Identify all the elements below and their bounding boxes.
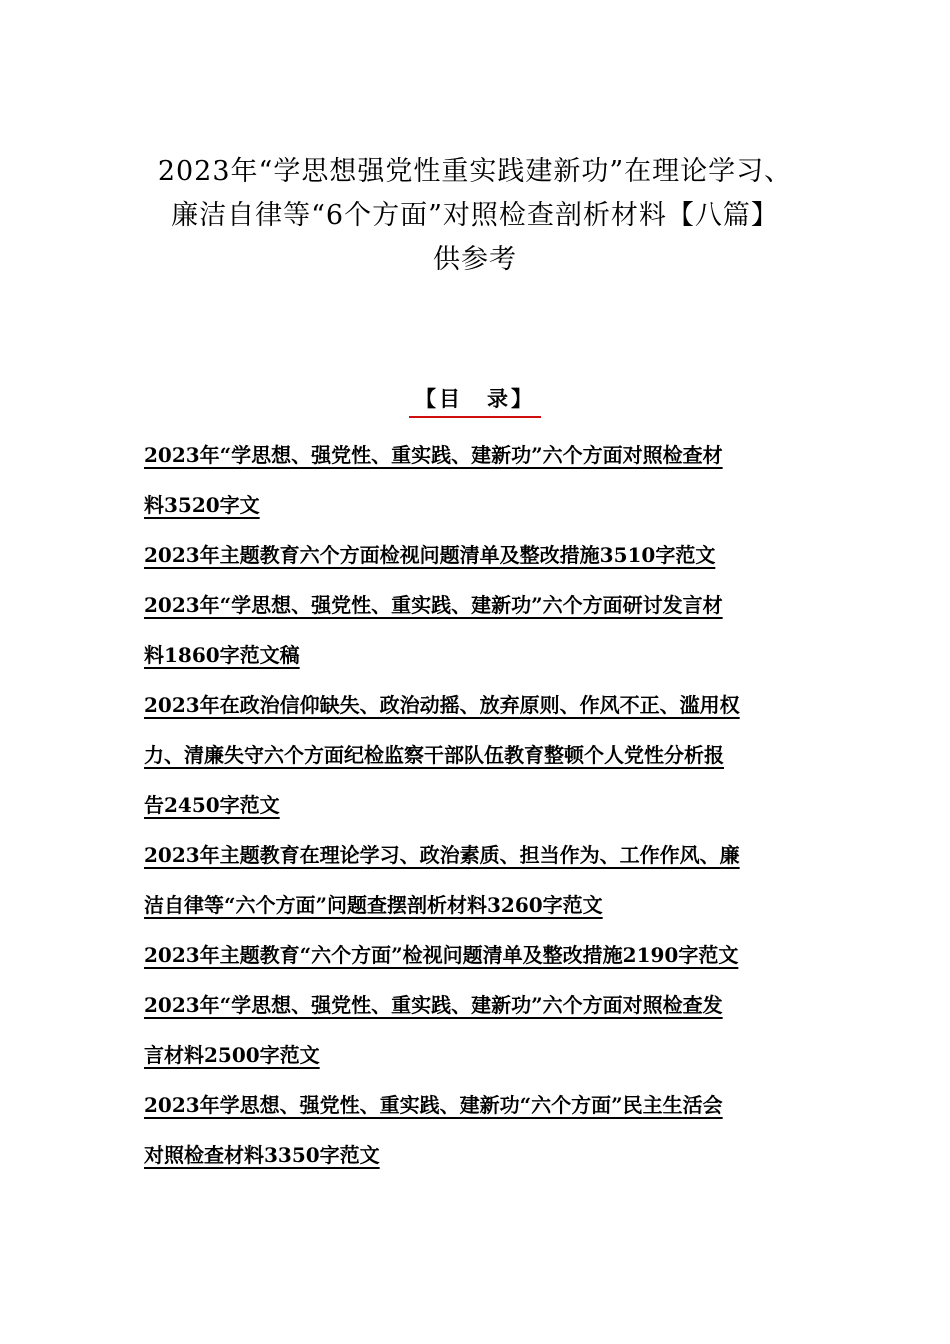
toc-item-line [144,1130,824,1180]
toc-item-2[interactable] [144,530,824,580]
toc-item-line [144,1080,824,1130]
toc-item-line [144,580,824,630]
toc-link-text[interactable]: 2023年“学思想、强党性、重实践、建新功”六个方面对照检查材 [144,443,723,467]
title-line-1: 2023年“学思想强党性重实践建新功”在理论学习、 [157,156,793,188]
toc-heading [0,384,950,418]
toc-link-text[interactable]: 力、清廉失守六个方面纪检监察干部队伍教育整顿个人党性分析报 [144,743,724,767]
toc-item-5[interactable] [144,830,824,930]
toc-item-6[interactable] [144,930,824,980]
title-line-3: 供参考 [433,244,517,276]
toc-item-1[interactable] [144,430,824,530]
toc-item-line [144,980,824,1030]
toc-item-line [144,780,824,830]
document-title [120,150,830,282]
toc-link-text[interactable]: 2023年主题教育在理论学习、政治素质、担当作为、工作作风、廉 [144,843,740,867]
toc-item-line [144,880,824,930]
toc-link-text[interactable]: 告2450字范文 [144,793,280,817]
toc-heading-label: 【目 录】 [409,384,541,418]
toc-link-text[interactable]: 言材料2500字范文 [144,1043,320,1067]
toc-item-4[interactable] [144,680,824,830]
toc-link-text[interactable]: 2023年主题教育六个方面检视问题清单及整改措施3510字范文 [144,543,716,567]
toc-item-line [144,1030,824,1080]
toc-item-line [144,930,824,980]
toc-link-text[interactable]: 洁自律等“六个方面”问题查摆剖析材料3260字范文 [144,893,603,917]
toc-link-text[interactable]: 对照检查材料3350字范文 [144,1143,380,1167]
toc-link-text[interactable]: 2023年“学思想、强党性、重实践、建新功”六个方面对照检查发 [144,993,723,1017]
toc-link-text[interactable]: 2023年“学思想、强党性、重实践、建新功”六个方面研讨发言材 [144,593,723,617]
toc-link-text[interactable]: 2023年在政治信仰缺失、政治动摇、放弃原则、作风不正、滥用权 [144,693,740,717]
toc-item-8[interactable] [144,1080,824,1180]
toc-item-line [144,530,824,580]
table-of-contents [144,430,824,1180]
toc-link-text[interactable]: 料3520字文 [144,493,260,517]
toc-link-text[interactable]: 2023年主题教育“六个方面”检视问题清单及整改措施2190字范文 [144,943,739,967]
toc-item-line [144,680,824,730]
toc-link-text[interactable]: 料1860字范文稿 [144,643,300,667]
toc-item-line [144,630,824,680]
title-line-2: 廉洁自律等“6个方面”对照检查剖析材料【八篇】 [171,200,779,232]
toc-link-text[interactable]: 2023年学思想、强党性、重实践、建新功“六个方面”民主生活会 [144,1093,723,1117]
toc-item-3[interactable] [144,580,824,680]
toc-item-line [144,730,824,780]
toc-item-7[interactable] [144,980,824,1080]
toc-item-line [144,480,824,530]
toc-item-line [144,430,824,480]
toc-item-line [144,830,824,880]
